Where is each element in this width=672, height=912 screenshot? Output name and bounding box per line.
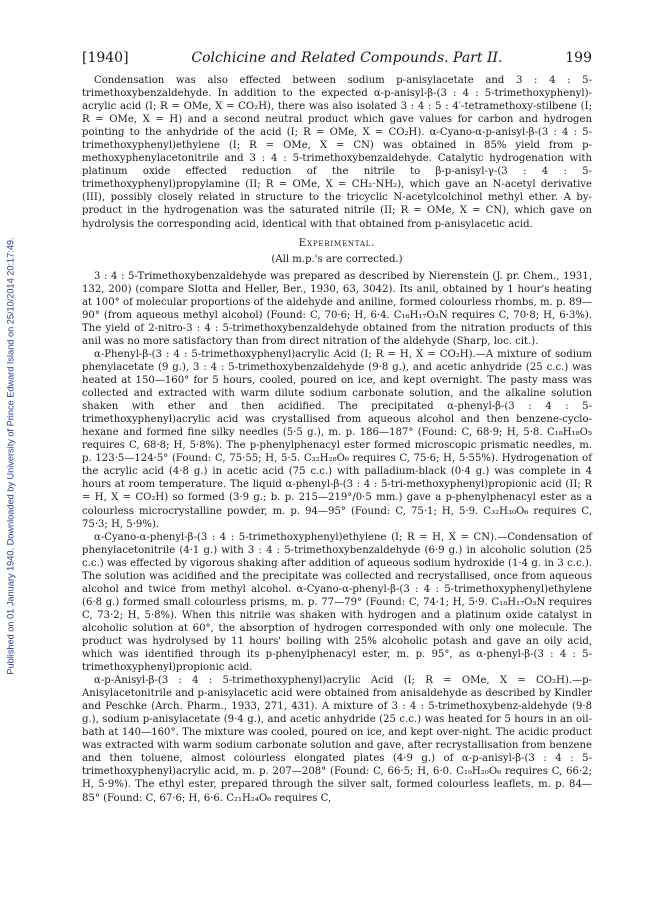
paragraph-cyano-phenyl-ethylene: α-Cyano-α-phenyl-β-(3 : 4 : 5-trimethoxyphenyl)ethylene (I; R = H, X = CN).—Condensation of phenylacetonitrile (4·1 g.) with 3 : 4 : 5-trimethoxybenzaldehyde (6·9 g.) in alcoholic solution (25 c.c.) was effected by vigorous shaking after addition of aqueous sodium hydroxide (1·4 g. in 3 c.c.). The solution was acidified and the precipitate was collected and recrystallised, once from aqueous alcohol and twice from methyl alcohol. α-Cyano-α-phenyl-β-(3 : 4 : 5-trimethoxyphenyl)ethylene (6·8 g.) formed small colourless prisms, m. p. 77—79° (Found: C, 74·1; H, 5·9. C₁₈H₁₇O₃N requires C, 73·2; H, 5·8%). When this nitrile was shaken with hydrogen and a platinum oxide catalyst in alcoholic solution at 60°, the absorption of hydrogen corresponded with only one molecule. The product was hydrolysed by 11 hours' boiling with 25% alcoholic potash and gave an oily acid, which was identified through its p-phenylphenacyl ester, m. p. 95°, as α-phenyl-β-(3 : 4 : 5-trimethoxyphenyl)propionic acid. <box>82 531 592 674</box>
paragraph-trimethoxybenzaldehyde: 3 : 4 : 5-Trimethoxybenzaldehyde was prepared as described by Nierenstein (J. pr. Chem., 1931, 132, 200) (compare Slotta and Heller, Ber., 1930, 63, 3042). Its anil, obtained by 1 hour's heating at 100° of molecular proportions of the aldehyde and aniline, formed colourless rhombs, m. p. 89—90° (from aqueous methyl alcohol) (Found: C, 70·6; H, 6·4. C₁₆H₁₇O₃N requires C, 70·8; H, 6·3%). The yield of 2-nitro-3 : 4 : 5-trimethoxybenzaldehyde obtained from the nitration products of this anil was no more satisfactory than from direct nitration of the aldehyde (Sharp, loc. cit.). <box>82 270 592 347</box>
download-notice-sidebar <box>4 0 18 912</box>
section-heading-experimental: Experimental. <box>298 236 376 249</box>
paragraph-phenyl-acrylic-acid: α-Phenyl-β-(3 : 4 : 5-trimethoxyphenyl)acrylic Acid (I; R = H, X = CO₂H).—A mixture of sodium phenylacetate (9 g.), 3 : 4 : 5-trimethoxybenzaldehyde (9·8 g.), and acetic anhydride (25 c.c.) was heated at 150—160° for 5 hours, cooled, poured on ice, and kept overnight. The pasty mass was collected and extracted with warm dilute sodium carbonate solution, and the alkaline solution shaken with ether and then acidified. The precipitated α-phenyl-β-(3 : 4 : 5-trimethoxyphenyl)acrylic acid was crystallised from aqueous alcohol and then benzene-cyclo-hexane and formed fine silky needles (5·5 g.), m. p. 186—187° (Found: C, 68·9; H, 5·8. C₁₈H₁₈O₅ requires C, 68·8; H, 5·8%). The p-phenylphenacyl ester formed microscopic prismatic needles, m. p. 123·5—124·5° (Found: C, 75·55; H, 5·5. C₃₂H₂₈O₆ requires C, 75·6; H, 5·55%). Hydrogenation of the acrylic acid (4·8 g.) in acetic acid (75 c.c.) with palladium-black (0·4 g.) was complete in 4 hours at room temperature. The liquid α-phenyl-β-(3 : 4 : 5-tri-methoxyphenyl)propionic acid (II; R = H, X = CO₂H) so formed (3·9 g.; b. p. 215—219°/0·5 mm.) gave a p-phenylphenacyl ester as a colourless microcrystalline powder, m. p. 94—95° (Found: C, 75·1; H, 5·9. C₃₂H₃₀O₆ requires C, 75·3; H, 5·9%). <box>82 348 592 530</box>
header-year: [1940] <box>82 50 129 66</box>
header-title: Colchicine and Related Compounds. Part II. <box>191 50 503 66</box>
page-number: 199 <box>565 50 592 66</box>
journal-page <box>82 50 592 805</box>
body-text <box>82 74 592 805</box>
running-header <box>82 50 592 66</box>
download-notice-text: Published on 01 January 1940. Downloaded by University of Prince Edward Island on 25/10/2014 20:17:49. <box>6 237 16 675</box>
paragraph-anisyl-acrylic-acid: α-p-Anisyl-β-(3 : 4 : 5-trimethoxyphenyl)acrylic Acid (I; R = OMe, X = CO₂H).—p-Anisylacetonitrile and p-anisylacetic acid were obtained from anisaldehyde as described by Kindler and Peschke (Arch. Pharm., 1933, 271, 431). A mixture of 3 : 4 : 5-trimethoxybenz-aldehyde (9·8 g.), sodium p-anisylacetate (9·4 g.), and acetic anhydride (25 c.c.) was heated for 5 hours in an oil-bath at 140—160°. The mixture was cooled, poured on ice, and kept over-night. The acidic product was extracted with warm sodium carbonate solution and gave, after recrystallisation from benzene and then toluene, almost colourless elongated plates (4·9 g.) of α-p-anisyl-β-(3 : 4 : 5-trimethoxyphenyl)acrylic acid, m. p. 207—208° (Found: C, 66·5; H, 6·0. C₁₉H₂₀O₆ requires C, 66·2; H, 5·9%). The ethyl ester, prepared through the silver salt, formed colourless leaflets, m. p. 84—85° (Found: C, 67·6; H, 6·6. C₂₁H₂₄O₆ requires C, <box>82 675 592 804</box>
melting-point-note: (All m.p.'s are corrected.) <box>271 253 403 265</box>
intro-paragraph: Condensation was also effected between sodium p-anisylacetate and 3 : 4 : 5-trimethoxybenzaldehyde. In addition to the expected α-p-anisyl-β-(3 : 4 : 5-trimethoxyphenyl)-acrylic acid (I; R = OMe, X = CO₂H), there was also isolated 3 : 4 : 5 : 4′-tetramethoxy-stilbene (I; R = OMe, X = H) and a second neutral product which gave values for carbon and hydrogen pointing to the anhydride of the acid (I; R = OMe, X = CO₂H). α-Cyano-α-p-anisyl-β-(3 : 4 : 5-trimethoxyphenyl)ethylene (I; R = OMe, X = CN) was obtained in 85% yield from p-methoxyphenylacetonitrile and 3 : 4 : 5-trimethoxybenzaldehyde. Catalytic hydrogenation with platinum oxide effected reduction of the nitrile to β-p-anisyl-γ-(3 : 4 : 5-trimethoxyphenyl)propylamine (II; R = OMe, X = CH₂·NH₂), which gave an N-acetyl derivative (III), possibly closely related in structure to the tricyclic N-acetylcolchinol methyl ether. A by-product in the hydrogenation was the saturated nitrile (II; R = OMe, X = CN), which gave on hydrolysis the corresponding acid, identical with that obtained from p-anisylacetic acid. <box>82 75 592 230</box>
